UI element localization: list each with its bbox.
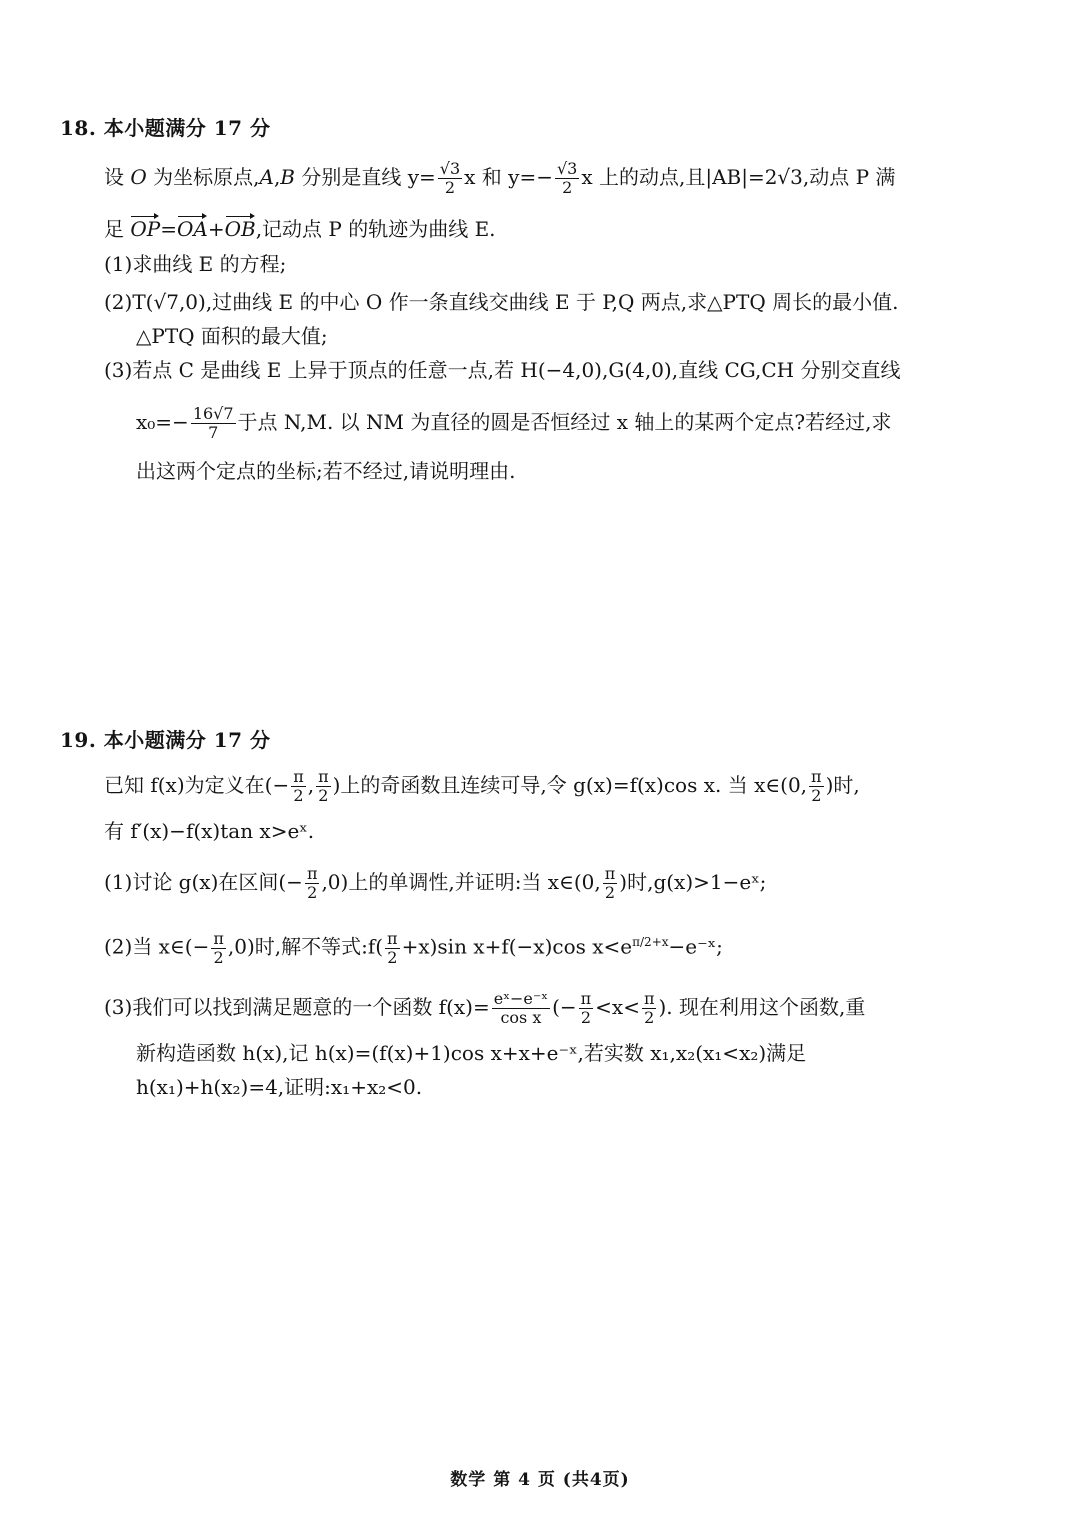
q18-para-2: 足 OP=OA+OB,记动点 P 的轨迹为曲线 E. — [104, 214, 496, 244]
fraction-pi-over-2: $\frac{\pi}{2}$ — [580, 989, 592, 1027]
q19-sub-3a: (3)我们可以找到满足题意的一个函数 f(x)= $\frac{\text{eˣ−e⁻ˣ}}{\text{cos x}}$ (− $\frac{\pi}{2}$ <x< $\frac{\pi}{2}$ ). 现在利用这个函数,重 — [104, 989, 866, 1027]
q18-sub-1: (1)求曲线 E 的方程; — [104, 252, 287, 276]
fraction-16sqrt7-over-7: $\frac{16√7}{7}$ — [192, 404, 234, 442]
q19-sub-3b: 新构造函数 h(x),记 h(x)=(f(x)+1)cos x+x+e⁻ˣ,若实数 x₁,x₂(x₁<x₂)满足 — [136, 1041, 807, 1065]
page-footer: 数学 第 4 页 (共4页) — [450, 1470, 630, 1490]
q18-sub-2a: (2)T(√7,0),过曲线 E 的中心 O 作一条直线交曲线 E 于 P,Q 两点,求△PTQ 周长的最小值. — [104, 290, 899, 314]
fraction-pi-over-2: $\frac{\pi}{2}$ — [811, 767, 822, 805]
q19-para-2: 有 f′(x)−f(x)tan x>eˣ. — [104, 819, 315, 843]
q18-sub-3b: x₀=− $\frac{16√7}{7}$ 于点 N,M. 以 NM 为直径的圆是否恒经过 x 轴上的某两个定点?若经过,求 — [136, 404, 892, 442]
q19-title: 19. 本小题满分 17 分 — [60, 728, 271, 752]
vector-op: OP — [130, 214, 160, 244]
fraction-pi-over-2: $\frac{\pi}{2}$ — [306, 864, 318, 902]
q19-sub-1: (1)讨论 g(x)在区间(− $\frac{\pi}{2}$ ,0)上的单调性,并证明:当 x∈(0, $\frac{\pi}{2}$ )时,g(x)>1−eˣ; — [104, 864, 767, 902]
vector-oa: OA — [177, 214, 208, 244]
fraction-pi-over-2: $\frac{\pi}{2}$ — [293, 767, 304, 805]
q19-sub-3c: h(x₁)+h(x₂)=4,证明:x₁+x₂<0. — [136, 1075, 423, 1099]
q18-sub-3c: 出这两个定点的坐标;若不经过,请说明理由. — [136, 459, 516, 483]
exponent-pi-2-plus-x: π/2+x — [632, 935, 669, 949]
vector-ob: OB — [225, 214, 256, 244]
fraction-sqrt3-over-2: $\frac{√3}{2}$ — [439, 159, 461, 197]
fraction-exp-over-cos: $\frac{\text{eˣ−e⁻ˣ}}{\text{cos x}}$ — [493, 989, 549, 1027]
q18-sub-3a: (3)若点 C 是曲线 E 上异于顶点的任意一点,若 H(−4,0),G(4,0),直线 CG,CH 分别交直线 — [104, 358, 901, 382]
fraction-pi-over-2: $\frac{\pi}{2}$ — [643, 989, 655, 1027]
q18-para-1: 设 O 为坐标原点,A,B 分别是直线 y= $\frac{√3}{2}$ x 和 y=− $\frac{√3}{2}$ x 上的动点,且|AB|=2√3,动点 P 满 — [104, 159, 896, 197]
fraction-pi-over-2: $\frac{\pi}{2}$ — [318, 767, 329, 805]
fraction-pi-over-2: $\frac{\pi}{2}$ — [213, 928, 224, 967]
fraction-pi-over-2: $\frac{\pi}{2}$ — [604, 864, 616, 902]
q18-sub-2b: △PTQ 面积的最大值; — [136, 324, 328, 348]
q19-sub-2: (2)当 x∈(− $\frac{\pi}{2}$ ,0)时,解不等式:f( $\frac{\pi}{2}$ +x)sin x+f(−x)cos $x<e^{\pi/2+x}-e^-ˣ$; — [104, 928, 723, 967]
fraction-sqrt3-over-2-b: $\frac{√3}{2}$ — [556, 159, 578, 197]
fraction-pi-over-2: $\frac{\pi}{2}$ — [387, 928, 398, 967]
q19-para-1: 已知 f(x)为定义在(− $\frac{\pi}{2}$ , $\frac{\pi}{2}$ )上的奇函数且连续可导,令 g(x)=f(x)cos x. 当 x∈(0, $\frac{\pi}{2}$ )时, — [104, 767, 860, 805]
q18-title: 18. 本小题满分 17 分 — [60, 116, 271, 140]
